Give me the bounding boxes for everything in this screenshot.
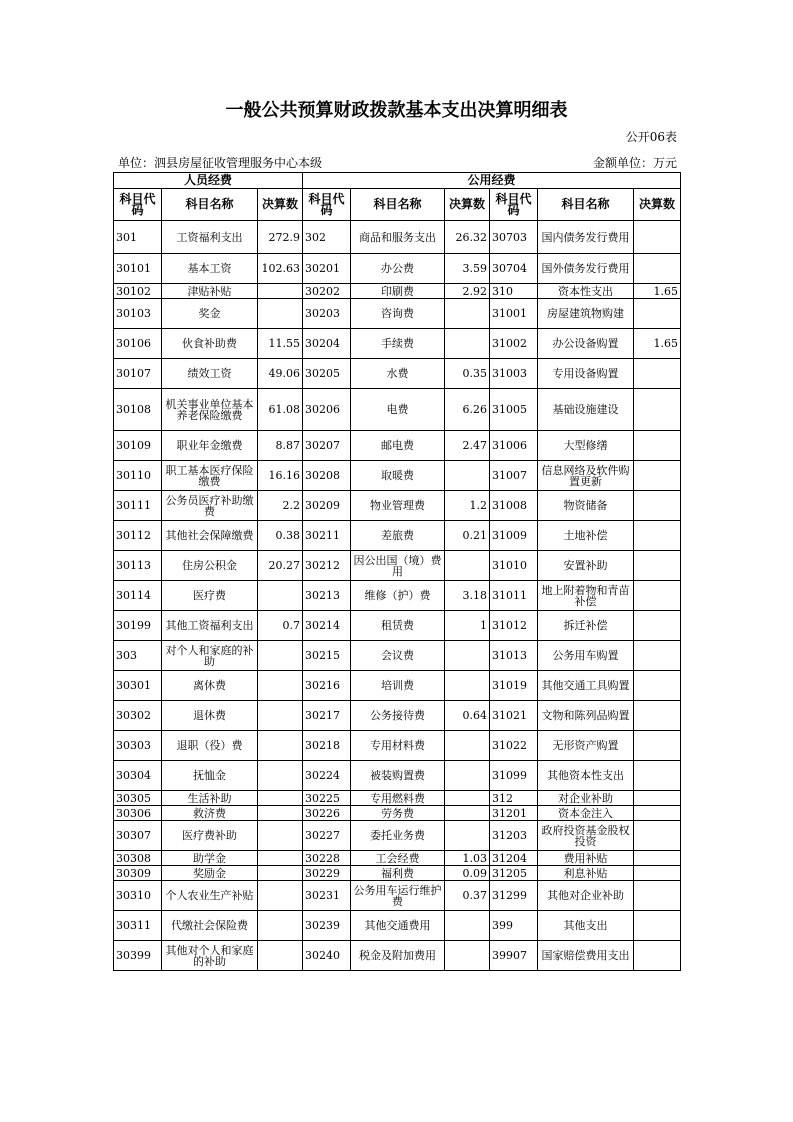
table-row	[114, 359, 681, 389]
amount-cell	[445, 911, 490, 941]
name-cell: 因公出国（境）费用	[351, 551, 445, 581]
amount-cell	[634, 299, 681, 329]
amount-cell	[258, 299, 303, 329]
name-cell: 物业管理费	[351, 491, 445, 521]
table-row	[114, 791, 681, 806]
name-cell: 办公费	[351, 254, 445, 284]
code-cell: 30209	[303, 491, 351, 521]
table-row	[114, 641, 681, 671]
amount-cell	[445, 806, 490, 821]
name-cell: 专用材料费	[351, 731, 445, 761]
code-cell: 30301	[114, 671, 162, 701]
table-row	[114, 731, 681, 761]
amount-cell	[445, 299, 490, 329]
name-cell: 职工基本医疗保险缴费	[162, 461, 258, 491]
amount-cell	[634, 806, 681, 821]
table-row	[114, 851, 681, 866]
name-cell: 基础设施建设	[538, 389, 634, 431]
name-cell: 土地补偿	[538, 521, 634, 551]
code-cell: 30114	[114, 581, 162, 611]
name-cell: 信息网络及软件购置更新	[538, 461, 634, 491]
amount-cell	[634, 701, 681, 731]
name-cell: 其他对个人和家庭的补助	[162, 941, 258, 971]
amount-cell	[445, 731, 490, 761]
code-cell: 30217	[303, 701, 351, 731]
amount-cell: 1.65	[634, 284, 681, 299]
code-cell: 31001	[490, 299, 538, 329]
amount-cell: 1.03	[445, 851, 490, 866]
col-code-header: 科目代码	[490, 189, 538, 221]
amount-cell	[258, 761, 303, 791]
amount-cell	[258, 881, 303, 911]
amount-cell: 0.21	[445, 521, 490, 551]
name-cell: 机关事业单位基本养老保险缴费	[162, 389, 258, 431]
name-cell: 利息补贴	[538, 866, 634, 881]
public-header: 公用经费	[303, 173, 681, 189]
code-cell: 31003	[490, 359, 538, 389]
amount-cell: 8.87	[258, 431, 303, 461]
code-cell: 30226	[303, 806, 351, 821]
code-cell: 30218	[303, 731, 351, 761]
code-cell: 30202	[303, 284, 351, 299]
amount-cell	[634, 941, 681, 971]
name-cell: 水费	[351, 359, 445, 389]
table-row	[114, 431, 681, 461]
amount-cell: 0.35	[445, 359, 490, 389]
code-cell: 30109	[114, 431, 162, 461]
code-cell: 302	[303, 221, 351, 254]
name-cell: 公务接待费	[351, 701, 445, 731]
amount-cell	[445, 641, 490, 671]
amount-cell	[258, 851, 303, 866]
name-cell: 救济费	[162, 806, 258, 821]
code-cell: 301	[114, 221, 162, 254]
col-code-header: 科目代码	[114, 189, 162, 221]
code-cell: 30303	[114, 731, 162, 761]
code-cell: 30311	[114, 911, 162, 941]
code-cell: 30207	[303, 431, 351, 461]
amount-cell: 0.37	[445, 881, 490, 911]
code-cell: 30307	[114, 821, 162, 851]
amount-cell	[634, 866, 681, 881]
code-cell: 30704	[490, 254, 538, 284]
code-cell: 31205	[490, 866, 538, 881]
amount-cell	[445, 671, 490, 701]
amount-unit: 金额单位：万元	[592, 156, 677, 170]
col-amount-header: 决算数	[634, 189, 681, 221]
table-row	[114, 881, 681, 911]
amount-cell: 272.9	[258, 221, 303, 254]
amount-cell: 2.2	[258, 491, 303, 521]
name-cell: 委托业务费	[351, 821, 445, 851]
name-cell: 奖励金	[162, 866, 258, 881]
col-name-header: 科目名称	[538, 189, 634, 221]
amount-cell: 20.27	[258, 551, 303, 581]
name-cell: 国内债务发行费用	[538, 221, 634, 254]
code-cell: 30227	[303, 821, 351, 851]
table-row	[114, 491, 681, 521]
name-cell: 无形资产购置	[538, 731, 634, 761]
amount-cell	[258, 791, 303, 806]
code-cell: 31006	[490, 431, 538, 461]
name-cell: 职业年金缴费	[162, 431, 258, 461]
name-cell: 维修（护）费	[351, 581, 445, 611]
table-row	[114, 254, 681, 284]
amount-cell	[258, 581, 303, 611]
table-row	[114, 911, 681, 941]
code-cell: 30231	[303, 881, 351, 911]
code-cell: 31203	[490, 821, 538, 851]
name-cell: 租赁费	[351, 611, 445, 641]
table-row	[114, 221, 681, 254]
code-cell: 30113	[114, 551, 162, 581]
code-cell: 30211	[303, 521, 351, 551]
code-cell: 30103	[114, 299, 162, 329]
name-cell: 其他支出	[538, 911, 634, 941]
code-cell: 30110	[114, 461, 162, 491]
code-cell: 30240	[303, 941, 351, 971]
name-cell: 公务用车购置	[538, 641, 634, 671]
name-cell: 助学金	[162, 851, 258, 866]
code-cell: 30101	[114, 254, 162, 284]
code-cell: 30703	[490, 221, 538, 254]
code-cell: 30201	[303, 254, 351, 284]
code-cell: 30215	[303, 641, 351, 671]
amount-cell: 0.38	[258, 521, 303, 551]
name-cell: 医疗费补助	[162, 821, 258, 851]
amount-cell: 2.47	[445, 431, 490, 461]
name-cell: 拆迁补偿	[538, 611, 634, 641]
amount-cell	[258, 866, 303, 881]
code-cell: 31010	[490, 551, 538, 581]
code-cell: 31021	[490, 701, 538, 731]
name-cell: 津贴补贴	[162, 284, 258, 299]
code-cell: 30225	[303, 791, 351, 806]
code-cell: 30102	[114, 284, 162, 299]
name-cell: 公务员医疗补助缴费	[162, 491, 258, 521]
amount-cell: 6.26	[445, 389, 490, 431]
amount-cell	[634, 911, 681, 941]
amount-cell	[634, 431, 681, 461]
code-cell: 30228	[303, 851, 351, 866]
personnel-header: 人员经费	[114, 173, 303, 189]
name-cell: 电费	[351, 389, 445, 431]
code-cell: 303	[114, 641, 162, 671]
amount-cell	[634, 671, 681, 701]
code-cell: 310	[490, 284, 538, 299]
col-name-header: 科目名称	[351, 189, 445, 221]
name-cell: 费用补贴	[538, 851, 634, 866]
amount-cell: 3.18	[445, 581, 490, 611]
table-row	[114, 389, 681, 431]
name-cell: 生活补助	[162, 791, 258, 806]
code-cell: 30206	[303, 389, 351, 431]
code-cell: 30304	[114, 761, 162, 791]
code-cell: 30106	[114, 329, 162, 359]
name-cell: 税金及附加费用	[351, 941, 445, 971]
code-cell: 30212	[303, 551, 351, 581]
code-cell: 31005	[490, 389, 538, 431]
table-row	[114, 941, 681, 971]
col-name-header: 科目名称	[162, 189, 258, 221]
table-code: 公开06表	[625, 130, 677, 144]
col-code-header: 科目代码	[303, 189, 351, 221]
table-row	[114, 299, 681, 329]
amount-cell: 0.7	[258, 611, 303, 641]
code-cell: 39907	[490, 941, 538, 971]
name-cell: 大型修缮	[538, 431, 634, 461]
table-row	[114, 461, 681, 491]
name-cell: 地上附着物和青苗补偿	[538, 581, 634, 611]
code-cell: 31008	[490, 491, 538, 521]
name-cell: 政府投资基金股权投资	[538, 821, 634, 851]
name-cell: 抚恤金	[162, 761, 258, 791]
name-cell: 其他社会保障缴费	[162, 521, 258, 551]
code-cell: 30308	[114, 851, 162, 866]
amount-cell	[258, 641, 303, 671]
name-cell: 资本性支出	[538, 284, 634, 299]
name-cell: 差旅费	[351, 521, 445, 551]
code-cell: 30111	[114, 491, 162, 521]
amount-cell: 1	[445, 611, 490, 641]
amount-cell: 3.59	[445, 254, 490, 284]
name-cell: 安置补助	[538, 551, 634, 581]
amount-cell	[634, 791, 681, 806]
amount-cell	[445, 791, 490, 806]
code-cell: 30214	[303, 611, 351, 641]
name-cell: 培训费	[351, 671, 445, 701]
amount-cell: 61.08	[258, 389, 303, 431]
col-amount-header: 决算数	[445, 189, 490, 221]
name-cell: 专用燃料费	[351, 791, 445, 806]
table-row	[114, 581, 681, 611]
code-cell: 30239	[303, 911, 351, 941]
code-cell: 30229	[303, 866, 351, 881]
code-cell: 30203	[303, 299, 351, 329]
name-cell: 住房公积金	[162, 551, 258, 581]
name-cell: 资本金注入	[538, 806, 634, 821]
code-cell: 312	[490, 791, 538, 806]
amount-cell: 0.64	[445, 701, 490, 731]
code-cell: 30305	[114, 791, 162, 806]
name-cell: 其他工资福利支出	[162, 611, 258, 641]
name-cell: 个人农业生产补贴	[162, 881, 258, 911]
code-cell: 30199	[114, 611, 162, 641]
name-cell: 对企业补助	[538, 791, 634, 806]
name-cell: 其他交通工具购置	[538, 671, 634, 701]
name-cell: 物资储备	[538, 491, 634, 521]
code-cell: 30208	[303, 461, 351, 491]
report-title: 一般公共预算财政拨款基本支出决算明细表	[225, 100, 568, 121]
amount-cell: 1.65	[634, 329, 681, 359]
name-cell: 退休费	[162, 701, 258, 731]
amount-cell	[258, 821, 303, 851]
amount-cell	[258, 911, 303, 941]
amount-cell	[445, 761, 490, 791]
name-cell: 印刷费	[351, 284, 445, 299]
code-cell: 30107	[114, 359, 162, 389]
name-cell: 手续费	[351, 329, 445, 359]
amount-cell: 2.92	[445, 284, 490, 299]
table-row	[114, 284, 681, 299]
amount-cell	[445, 821, 490, 851]
code-cell: 30399	[114, 941, 162, 971]
code-cell: 30112	[114, 521, 162, 551]
name-cell: 劳务费	[351, 806, 445, 821]
code-cell: 30224	[303, 761, 351, 791]
amount-cell	[634, 731, 681, 761]
amount-cell	[445, 461, 490, 491]
amount-cell	[634, 761, 681, 791]
amount-cell	[634, 221, 681, 254]
table-row	[114, 806, 681, 821]
amount-cell	[634, 389, 681, 431]
amount-cell	[258, 731, 303, 761]
code-cell: 31019	[490, 671, 538, 701]
name-cell: 医疗费	[162, 581, 258, 611]
name-cell: 离休费	[162, 671, 258, 701]
name-cell: 福利费	[351, 866, 445, 881]
name-cell: 奖金	[162, 299, 258, 329]
amount-cell: 102.63	[258, 254, 303, 284]
name-cell: 办公设备购置	[538, 329, 634, 359]
table-row	[114, 521, 681, 551]
code-cell: 31204	[490, 851, 538, 866]
name-cell: 其他资本性支出	[538, 761, 634, 791]
name-cell: 工会经费	[351, 851, 445, 866]
amount-cell	[634, 461, 681, 491]
name-cell: 其他对企业补助	[538, 881, 634, 911]
reporting-unit: 单位：泗县房屋征收管理服务中心本级	[118, 156, 323, 170]
amount-cell	[634, 359, 681, 389]
code-cell: 30306	[114, 806, 162, 821]
code-cell: 31299	[490, 881, 538, 911]
table-row	[114, 821, 681, 851]
amount-cell: 16.16	[258, 461, 303, 491]
col-amount-header: 决算数	[258, 189, 303, 221]
name-cell: 基本工资	[162, 254, 258, 284]
table-row	[114, 611, 681, 641]
code-cell: 30310	[114, 881, 162, 911]
amount-cell	[258, 701, 303, 731]
code-cell: 31012	[490, 611, 538, 641]
name-cell: 咨询费	[351, 299, 445, 329]
amount-cell: 26.32	[445, 221, 490, 254]
amount-cell	[634, 581, 681, 611]
code-cell: 31201	[490, 806, 538, 821]
amount-cell	[445, 329, 490, 359]
code-cell: 31011	[490, 581, 538, 611]
amount-cell	[634, 611, 681, 641]
code-cell: 30216	[303, 671, 351, 701]
table-row	[114, 329, 681, 359]
expenditure-table	[113, 172, 681, 971]
name-cell: 公务用车运行维护费	[351, 881, 445, 911]
name-cell: 伙食补助费	[162, 329, 258, 359]
amount-cell: 11.55	[258, 329, 303, 359]
name-cell: 对个人和家庭的补助	[162, 641, 258, 671]
name-cell: 取暖费	[351, 461, 445, 491]
name-cell: 专用设备购置	[538, 359, 634, 389]
amount-cell	[634, 551, 681, 581]
code-cell: 30309	[114, 866, 162, 881]
name-cell: 工资福利支出	[162, 221, 258, 254]
code-cell: 30108	[114, 389, 162, 431]
amount-cell	[634, 641, 681, 671]
amount-cell	[634, 821, 681, 851]
amount-cell: 49.06	[258, 359, 303, 389]
amount-cell	[258, 806, 303, 821]
table-row	[114, 551, 681, 581]
code-cell: 31099	[490, 761, 538, 791]
amount-cell	[445, 551, 490, 581]
code-cell: 30205	[303, 359, 351, 389]
name-cell: 国家赔偿费用支出	[538, 941, 634, 971]
code-cell: 31002	[490, 329, 538, 359]
name-cell: 绩效工资	[162, 359, 258, 389]
name-cell: 邮电费	[351, 431, 445, 461]
amount-cell	[634, 491, 681, 521]
amount-cell	[258, 941, 303, 971]
table-row	[114, 701, 681, 731]
amount-cell	[634, 254, 681, 284]
amount-cell	[634, 851, 681, 866]
table-row	[114, 866, 681, 881]
code-cell: 31013	[490, 641, 538, 671]
name-cell: 文物和陈列品购置	[538, 701, 634, 731]
amount-cell	[445, 941, 490, 971]
name-cell: 房屋建筑物购建	[538, 299, 634, 329]
code-cell: 30213	[303, 581, 351, 611]
amount-cell	[258, 671, 303, 701]
name-cell: 被装购置费	[351, 761, 445, 791]
name-cell: 商品和服务支出	[351, 221, 445, 254]
name-cell: 其他交通费用	[351, 911, 445, 941]
amount-cell: 1.2	[445, 491, 490, 521]
amount-cell	[634, 521, 681, 551]
name-cell: 退职（役）费	[162, 731, 258, 761]
name-cell: 国外债务发行费用	[538, 254, 634, 284]
amount-cell	[634, 881, 681, 911]
name-cell: 会议费	[351, 641, 445, 671]
table-row	[114, 761, 681, 791]
table-row	[114, 671, 681, 701]
code-cell: 31022	[490, 731, 538, 761]
code-cell: 30302	[114, 701, 162, 731]
code-cell: 31009	[490, 521, 538, 551]
code-cell: 31007	[490, 461, 538, 491]
code-cell: 30204	[303, 329, 351, 359]
amount-cell: 0.09	[445, 866, 490, 881]
amount-cell	[258, 284, 303, 299]
code-cell: 399	[490, 911, 538, 941]
name-cell: 代缴社会保险费	[162, 911, 258, 941]
